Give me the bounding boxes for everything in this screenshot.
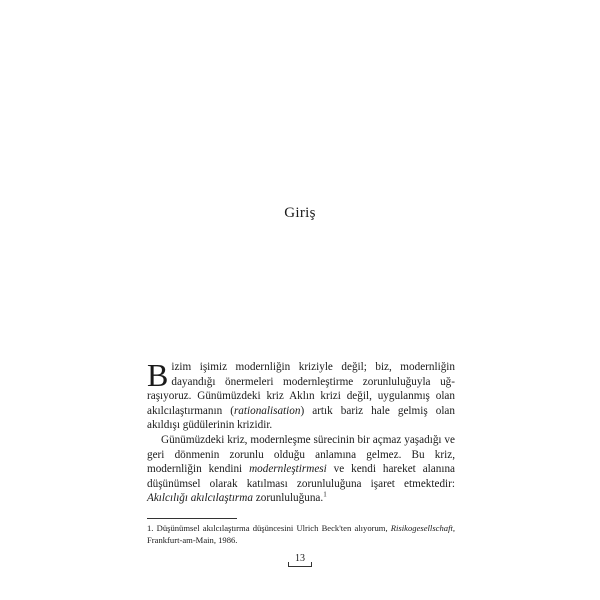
drop-cap: B xyxy=(147,357,169,393)
chapter-title: Giriş xyxy=(284,205,316,221)
page-number: 13 xyxy=(295,553,305,564)
body-text xyxy=(147,357,455,506)
footnote-text-b: Frankfurt-am-Main, 1986. xyxy=(147,534,238,545)
paragraph-2-text-b: ve kendi hareket alanına düşünümsel olarak katılması zorunluluğuna işaret etmektedir: xyxy=(147,463,455,490)
paragraph-2-italic-2: Akılcılığı akılcılaştırma xyxy=(147,492,253,505)
page-number-underline xyxy=(288,566,312,567)
paragraph-1-text: izim işimiz modernliğin kriziyle değil; biz, modernliğin dayandığı önermeleri modernleştirme zorunluluğuyla uğraşıyoruz. Günümüzdeki kriz Aklın krizi değil, uygulanmış olan akılcılaştırmanın ( xyxy=(147,361,455,417)
paragraph-2-italic-1: modernleştirmesi xyxy=(249,463,327,476)
footnote-text-a: 1. Düşünümsel akılcılaştırma düşüncesini Ulrich Beck'ten alıyorum, xyxy=(147,523,391,533)
paragraph-1-tail: ) artık bariz hale gelmiş olan akıldışı güdülerinin krizidir. xyxy=(147,404,455,432)
footnote-rule xyxy=(147,518,237,519)
paragraph-2 xyxy=(147,433,455,506)
footnote-italic: Risikogesellschaft, xyxy=(390,523,455,533)
paragraph-2-text-c: zorunluluğuna. xyxy=(252,492,324,505)
paragraph-2-text-a: Günümüzdeki kriz, modernleşme sürecinin bir açmaz yaşadığı ve geri dönmenin zorunlu olduğu anlamına gelmez. Bu kriz, modernliğin kendini xyxy=(147,433,455,476)
paragraph-1-italic: rationalisation xyxy=(233,404,301,417)
footnote-ref[interactable]: 1 xyxy=(323,490,327,499)
paragraph-1 xyxy=(147,357,455,433)
footnote xyxy=(147,523,455,546)
